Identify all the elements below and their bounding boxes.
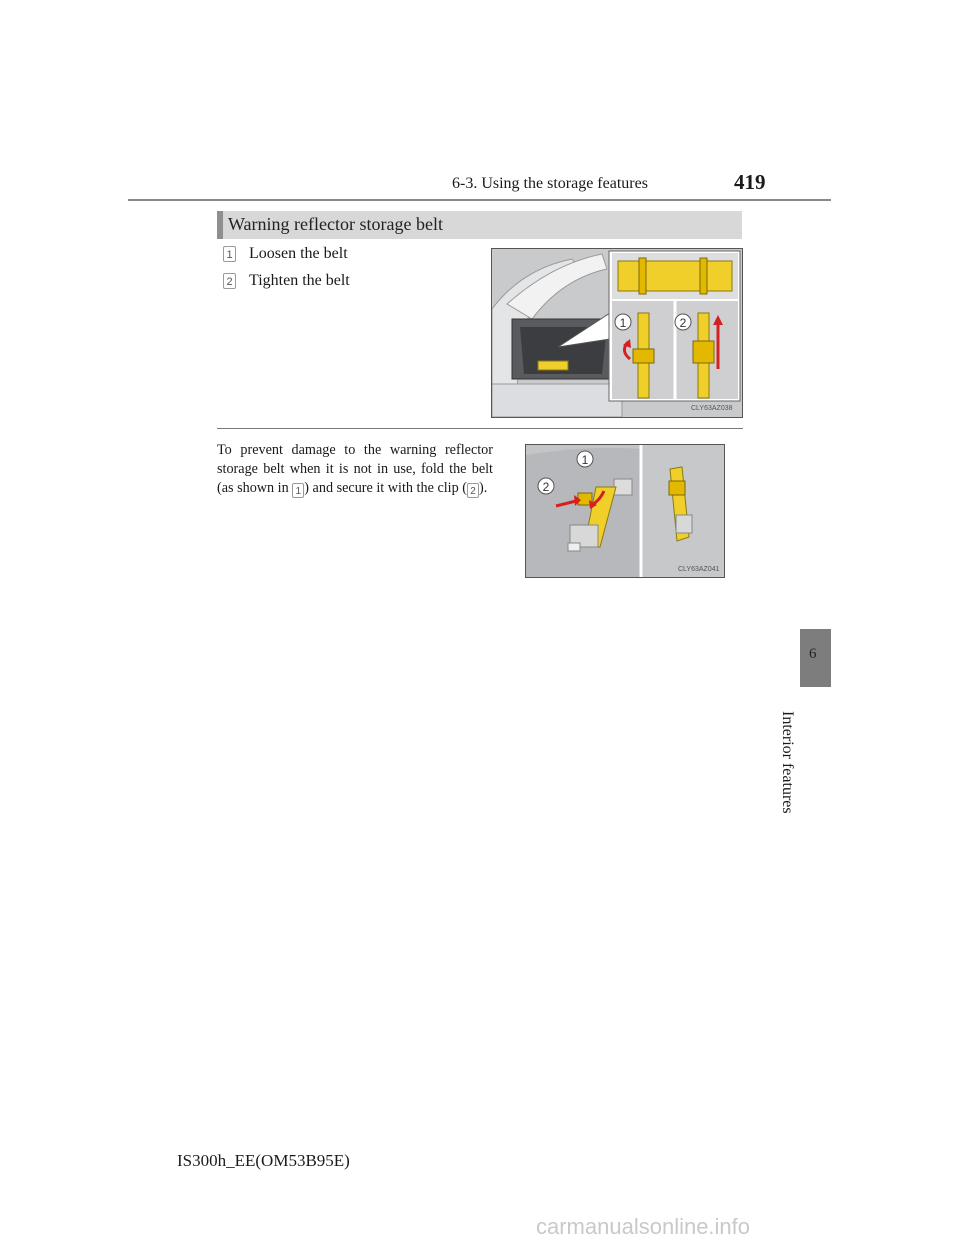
- note-text-part2: ) and secure it with the clip (: [304, 480, 467, 496]
- chapter-number: 6: [809, 646, 817, 662]
- figure-trunk-belt: [491, 248, 743, 418]
- figure1-code: CLY63AZ038: [691, 405, 733, 412]
- note-text-part1: To prevent damage to the warning reflector storage belt when it is not in use, fold the belt (as shown in: [217, 442, 493, 496]
- figure-folded-belt: [525, 444, 725, 578]
- step-label-1: Loosen the belt: [249, 245, 348, 262]
- watermark: carmanualsonline.info: [536, 1214, 751, 1239]
- section-heading: Warning reflector storage belt: [228, 214, 443, 234]
- header-rule: [128, 199, 831, 201]
- chapter-title: 6-3. Using the storage features: [452, 175, 648, 192]
- folded-belt-illustration: [526, 445, 724, 577]
- step-label-2: Tighten the belt: [249, 272, 350, 289]
- trunk-belt-illustration: [492, 249, 742, 417]
- page-number: 419: [734, 170, 766, 194]
- storage-note: [217, 441, 493, 498]
- step-number-2: 2: [223, 273, 236, 289]
- figure2-code: CLY63AZ041: [678, 566, 720, 573]
- model-code: IS300h_EE(OM53B95E): [177, 1151, 350, 1170]
- note-ref-1: 1: [292, 483, 304, 498]
- figure2-callout-2: 2: [542, 480, 550, 494]
- note-text-part3: ).: [479, 480, 488, 496]
- note-ref-2: 2: [467, 483, 479, 498]
- svg-text:2: 2: [679, 316, 687, 330]
- step-number-1: 1: [223, 246, 236, 262]
- section-divider: [217, 428, 743, 429]
- figure2-callout-1: 1: [581, 453, 589, 467]
- chapter-label: Interior features: [779, 711, 796, 814]
- svg-text:1: 1: [619, 316, 627, 330]
